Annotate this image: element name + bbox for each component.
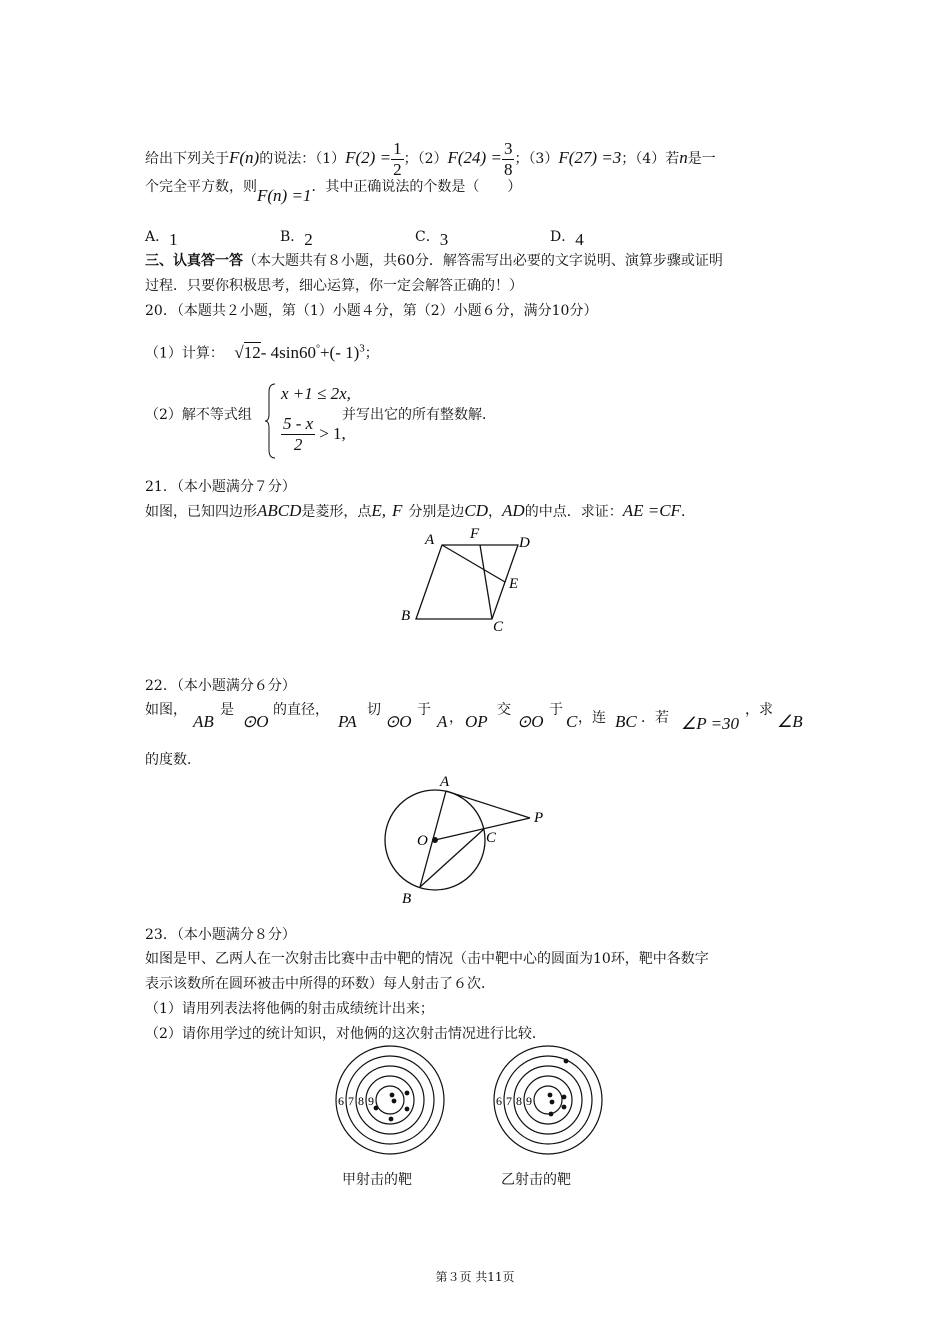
label-b: B: [401, 608, 411, 624]
segment-op: [435, 818, 530, 840]
target-b: [488, 1045, 608, 1157]
ring-label-6: 6: [496, 1094, 502, 1108]
rhombus-figure: [395, 522, 545, 637]
section3-line1: [145, 251, 723, 271]
section3-line2: 过程．只要你积极思考，细心运算，你一定会解答正确的！）: [145, 278, 523, 294]
section3-desc1: （本大题共有８小题，共60分．解答需写出必要的文字说明、演算步骤或证明: [243, 253, 723, 269]
rhombus-abcd: [416, 545, 518, 619]
q20-p1-label: （1）计算：: [145, 345, 224, 362]
q19-s3-label: （3）: [528, 151, 559, 167]
q19-sep3: ；: [621, 151, 636, 167]
q20-p1-end: ；: [364, 345, 379, 362]
q21-cd: CD: [464, 501, 489, 520]
q19-s1-frac: [391, 139, 404, 180]
option-b: [280, 226, 313, 247]
q20-part2-label: （2）解不等式组: [145, 407, 252, 423]
target-b-caption: 乙射击的靶: [501, 1172, 571, 1188]
option-a-label: A．: [145, 229, 170, 245]
option-d: [550, 226, 584, 247]
q22-t8: ，连: [578, 710, 606, 726]
q22-angle-p: ∠P =30: [681, 714, 740, 733]
option-b-label: B．: [280, 229, 305, 245]
label-p: P: [534, 810, 544, 826]
ring-label-7: 7: [506, 1094, 512, 1108]
q20-p1-expr: √12- 4sin60°+(- 1)$^3$: [234, 342, 365, 362]
q19-sep1: ；: [403, 151, 418, 167]
q21-abcd: ABCD: [257, 501, 302, 520]
q19-s4-tail: 是一: [687, 151, 716, 167]
label-c: C: [493, 619, 504, 635]
label-f: F: [470, 526, 480, 542]
q19-s2-lhs: F(24) =: [447, 148, 502, 167]
q19-options: [145, 226, 785, 248]
target-a: [330, 1045, 450, 1157]
q22-t7: 于: [549, 702, 563, 718]
q21-comma: ，: [488, 504, 503, 520]
ineq2-num: 5 - x: [283, 414, 314, 433]
q22-op: OP: [465, 712, 488, 731]
label-a: A: [440, 774, 450, 790]
q19-says: 的说法：: [259, 151, 316, 167]
label-e: E: [509, 576, 519, 592]
tangent-pa: [446, 791, 530, 818]
page-footer: 第３页 共11页: [435, 1270, 515, 1284]
ring-label-6: 6: [338, 1094, 344, 1108]
q21-ad: AD: [502, 501, 525, 520]
label-d: D: [519, 535, 530, 551]
label-b: B: [402, 891, 412, 907]
q19-s1-den: 2: [393, 159, 402, 179]
q21-dot: ．: [680, 504, 695, 520]
q19-s1-num: 1: [393, 138, 402, 158]
option-c-value: 3: [439, 230, 449, 249]
q21-text-d: 的中点．求证：: [524, 504, 623, 520]
q19-s1-lhs: F(2) =: [345, 148, 392, 167]
q22-t3: 的直径，: [273, 702, 329, 718]
q19-s1-label: （1）: [315, 151, 346, 167]
q21-text-c: 分别是边: [408, 504, 465, 520]
q23-header: 23．（本小题满分８分）: [145, 927, 296, 943]
q20-p1-radicand: 12: [243, 342, 261, 362]
target-a-caption: 甲射击的靶: [342, 1172, 412, 1188]
brace-icon: [263, 382, 277, 460]
q19-line2-f: F(n) =1: [257, 186, 312, 205]
label-a: A: [425, 532, 435, 548]
q19-n: n: [679, 148, 688, 167]
q22-bc: BC: [615, 712, 637, 731]
ineq2: [281, 414, 346, 455]
q19-intro: 给出下列关于: [145, 151, 229, 167]
q21-text: [145, 501, 695, 522]
q19-fn: F(n): [229, 148, 260, 167]
q22-circle-o-2: ⊙O: [385, 712, 412, 731]
q21-header: 21．（本小题满分７分）: [145, 479, 296, 495]
q19-s2-num: 3: [503, 138, 513, 158]
option-d-label: D．: [550, 229, 576, 245]
q22-a: A: [437, 712, 448, 731]
q22-t6: 交: [497, 702, 511, 718]
q22-circle-o-1: ⊙O: [242, 712, 269, 731]
center-dot: [432, 837, 438, 843]
ring-label-8: 8: [516, 1094, 522, 1108]
q21-proof: AE =CF: [622, 501, 681, 520]
q22-t4: 切: [367, 702, 381, 718]
q19-s3: F(27) =3: [558, 148, 622, 167]
q19-line2-b: ．其中正确说法的个数是（ ）: [311, 179, 522, 195]
label-o: O: [417, 833, 428, 849]
option-c: [415, 226, 448, 247]
q22-angle-b: ∠B: [777, 712, 803, 731]
q20-p1-sin: - 4sin60: [260, 342, 316, 362]
q22-ab: AB: [193, 712, 214, 731]
q21-text-a: 如图，已知四边形: [145, 504, 257, 520]
ring-label-7: 7: [348, 1094, 354, 1108]
q19-s4-label: （4）若: [635, 151, 680, 167]
ring-label-8: 8: [358, 1094, 364, 1108]
sqrt-sign-icon: √: [234, 342, 244, 362]
q23-desc1: 如图是甲、乙两人在一次射击比赛中击中靶的情况（击中靶中心的圆面为10环，靶中各数字: [145, 951, 709, 967]
option-a: [145, 226, 178, 247]
q22-t10: ，求: [745, 702, 773, 718]
q19-line1: [145, 138, 716, 178]
q22-t5: 于: [417, 702, 431, 718]
q23-desc2: 表示该数所在圆环被击中所得的环数）每人射击了６次．: [145, 976, 495, 992]
segment-ae: [442, 545, 505, 582]
q22-t9: ．若: [641, 710, 669, 726]
q20-header: 20．（本题共２小题，第（1）小题４分，第（2）小题６分，满分10分）: [145, 303, 598, 319]
ring-label-9: 9: [526, 1094, 532, 1108]
q22-line2: 的度数．: [145, 752, 201, 768]
q19-sep2: ；: [514, 151, 529, 167]
label-c: C: [486, 830, 497, 846]
q19-s2-frac: [502, 139, 515, 180]
q20-part1: [145, 330, 379, 366]
q23-p2: （2）请你用学过的统计知识，对他俩的这次射击情况进行比较．: [145, 1026, 546, 1042]
circle-figure: [380, 768, 560, 910]
segment-bc: [420, 829, 484, 887]
q19-line2: [145, 176, 522, 205]
hits-a: [374, 1091, 410, 1122]
q21-e: E,: [371, 501, 387, 520]
option-c-label: C．: [415, 229, 440, 245]
q20-part2-tail: 并写出它的所有整数解．: [342, 407, 496, 423]
q22-c: C: [566, 712, 578, 731]
q22-t1: 如图，: [145, 702, 187, 718]
q22-pa: PA: [338, 712, 357, 731]
ineq2-frac: [281, 414, 315, 455]
q22-t2: 是: [220, 702, 234, 718]
ineq1: x +1 ≤ 2x,: [281, 384, 351, 403]
ineq2-den: 2: [293, 435, 303, 454]
option-a-value: 1: [169, 230, 178, 249]
q20-p1-exp: 3: [359, 342, 365, 354]
ring-label-9: 9: [368, 1094, 374, 1108]
ineq2-rhs: > 1,: [319, 424, 346, 443]
q21-text-b: 是菱形，点: [301, 504, 372, 520]
q19-s2-label: （2）: [417, 151, 448, 167]
q19-line2-a: 个完全平方数，则: [145, 179, 257, 195]
q21-f: F: [392, 501, 403, 520]
option-b-value: 2: [304, 230, 313, 249]
q22-circle-o-3: ⊙O: [517, 712, 544, 731]
segment-cf: [480, 545, 492, 619]
q19-s2-den: 8: [503, 159, 513, 179]
q22-header: 22．（本小题满分６分）: [145, 678, 296, 694]
section3-title: 三、认真答一答: [145, 253, 243, 269]
q20-p1-power-base: +(- 1): [319, 342, 360, 362]
option-d-value: 4: [575, 230, 584, 249]
q23-p1: （1）请用列表法将他俩的射击成绩统计出来；: [145, 1001, 434, 1017]
